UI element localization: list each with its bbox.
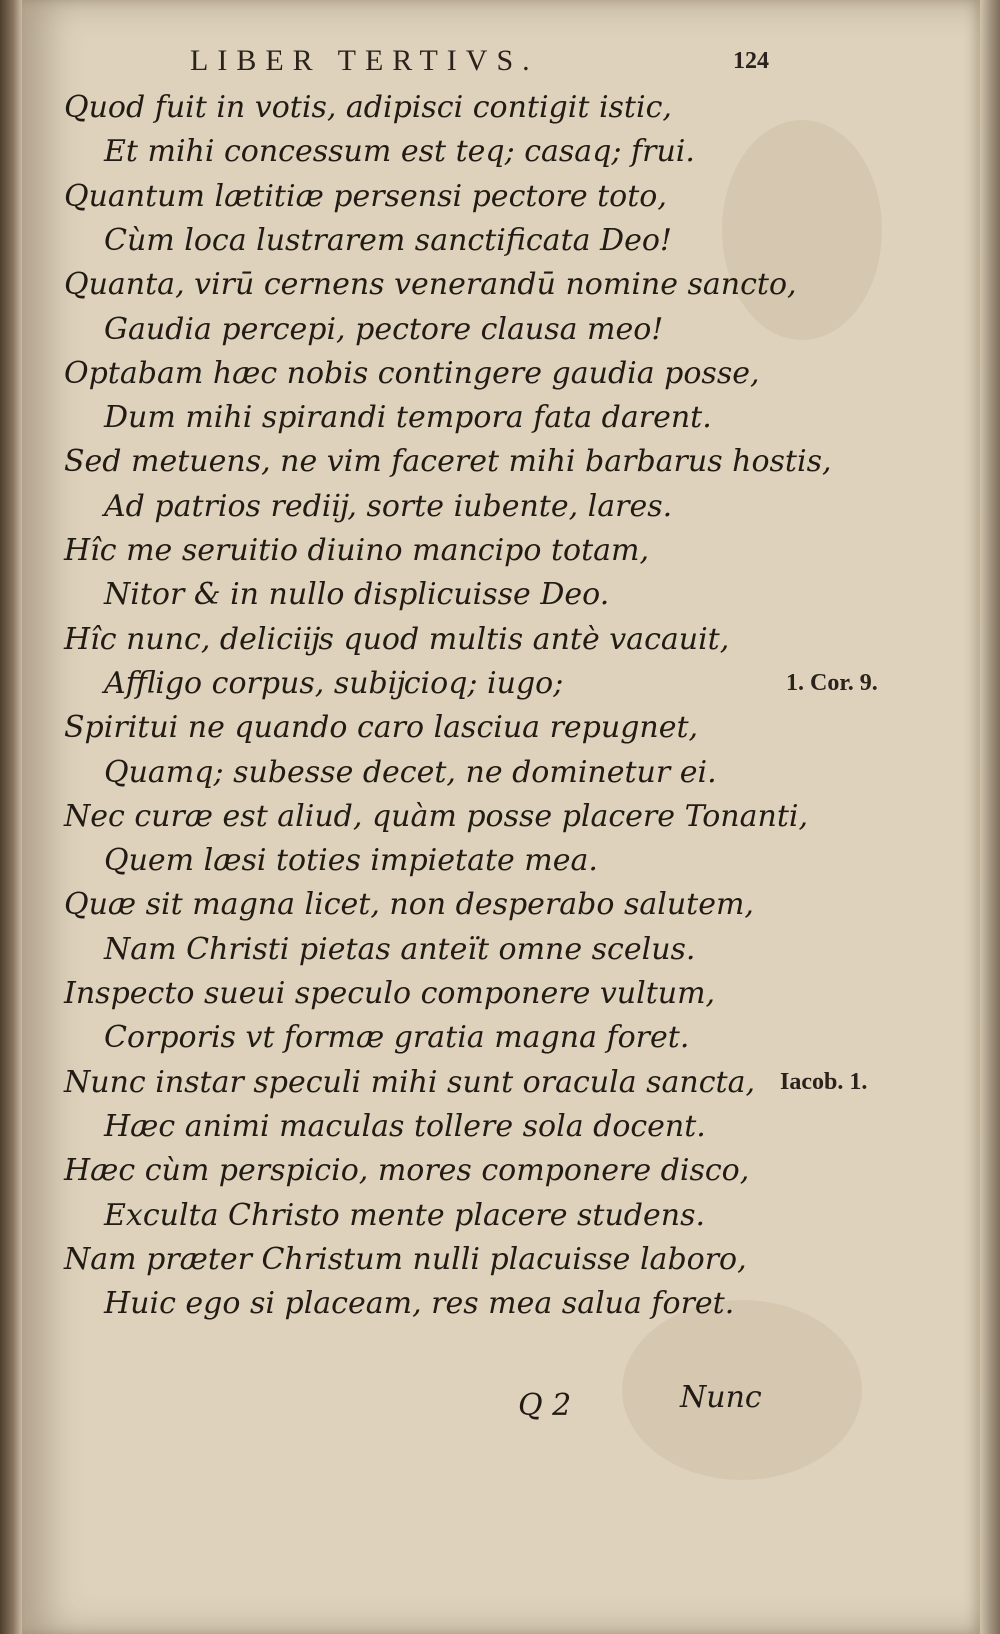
verse-line: Ad patrios rediĳ, sorte iubente, lares. xyxy=(104,488,673,524)
verse-line: Hîc me seruitio diuino mancipo totam, xyxy=(64,533,650,568)
verse-line: Quem læsi toties impietate mea. xyxy=(104,843,598,879)
verse-line: Nunc instar speculi mihi sunt oracula sancta, xyxy=(64,1064,755,1100)
book-gutter xyxy=(0,0,22,1634)
verse-line: Hæc cùm perspicio, mores componere disco, xyxy=(64,1153,750,1189)
paper-stain xyxy=(722,120,882,340)
verse-line: Dum mihi spirandi tempora fata darent. xyxy=(104,400,712,436)
verse-line: Inspecto sueui speculo componere vultum, xyxy=(64,976,716,1011)
verse-line: Nam Christi pietas anteït omne scelus. xyxy=(104,931,696,967)
verse-line: Quantum lætitiæ persensi pectore toto, xyxy=(64,178,667,214)
verse-line: Quanta, virū cernens venerandū nomine sancto, xyxy=(64,267,797,303)
verse-line: Quamq; subesse decet, ne dominetur ei. xyxy=(104,754,717,790)
verse-line: Nitor & in nullo displicuisse Deo. xyxy=(104,577,610,613)
page-fore-edge xyxy=(980,0,1000,1634)
verse-line: Cùm loca lustrarem sanctificata Deo! xyxy=(104,222,672,258)
verse-line: Hîc nunc, deliciĳs quod multis antè vacauit, xyxy=(64,621,730,657)
verse-line: Et mihi concessum est teq; casaq; frui. xyxy=(104,134,695,170)
verse-line: Exculta Christo mente placere studens. xyxy=(104,1197,705,1233)
verse-line: Quod fuit in votis, adipisci contigit istic, xyxy=(64,90,672,125)
margin-note: Iacob. 1. xyxy=(780,1068,868,1095)
verse-line: Hæc animi maculas tollere sola docent. xyxy=(104,1108,706,1144)
verse-line: Nam præter Christum nulli placuisse laboro, xyxy=(64,1241,747,1277)
verse-line: Nec curæ est aliud, quàm posse placere Tonanti, xyxy=(64,798,809,834)
folio-number: 124 xyxy=(733,48,769,74)
verse-line: Gaudia percepi, pectore clausa meo! xyxy=(104,311,664,347)
catchword: Nunc xyxy=(680,1380,762,1415)
verse-line: Corporis vt formæ gratia magna foret. xyxy=(104,1020,690,1056)
signature-mark: Q 2 xyxy=(518,1388,572,1423)
verse-line: Quæ sit magna licet, non desperabo salutem, xyxy=(64,887,754,923)
margin-note: 1. Cor. 9. xyxy=(786,669,878,696)
verse-line: Optabam hæc nobis contingere gaudia posse, xyxy=(64,355,760,391)
verse-line: Affligo corpus, subĳcioq; iugo; xyxy=(104,665,564,701)
verse-line: Huic ego si placeam, res mea salua foret. xyxy=(104,1286,735,1322)
verse-line: Sed metuens, ne vim faceret mihi barbarus hostis, xyxy=(64,444,832,480)
verse-line: Spiritui ne quando caro lasciua repugnet, xyxy=(64,710,699,746)
running-title: LIBER TERTIVS. xyxy=(190,44,539,77)
